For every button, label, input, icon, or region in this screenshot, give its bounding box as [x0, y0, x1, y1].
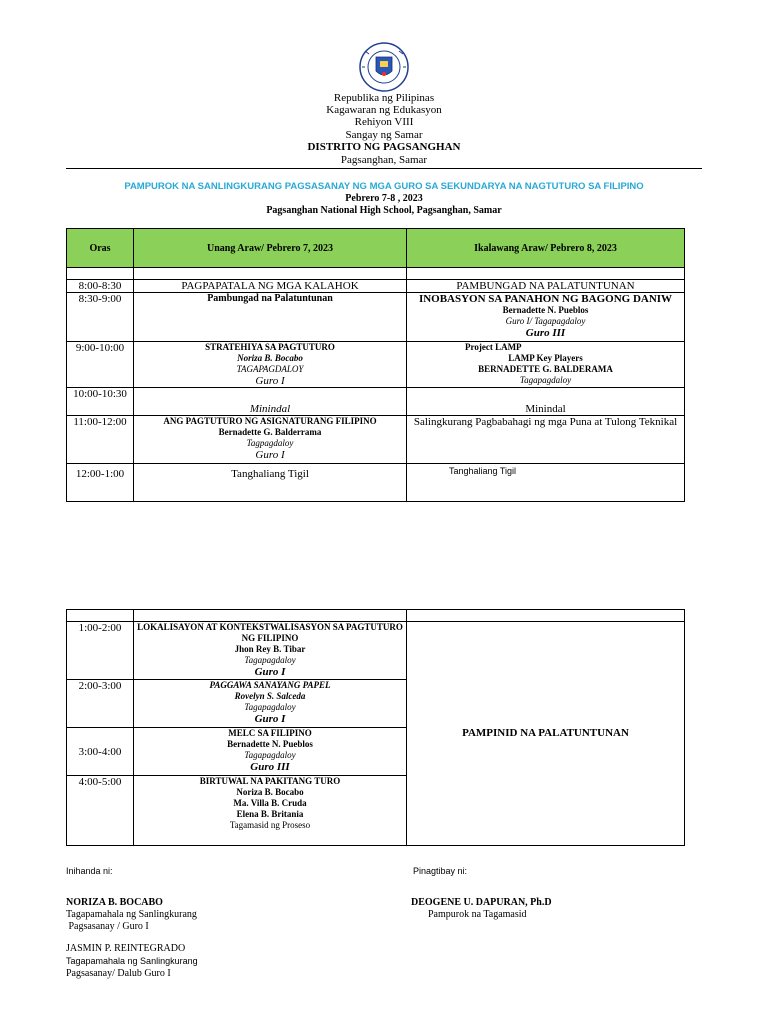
time-cell: 3:00-4:00: [67, 728, 134, 776]
day1-cell: [134, 680, 407, 728]
speaker-name: Noriza B. Bocabo: [236, 787, 304, 797]
table-header-row: [67, 229, 685, 268]
approved-label: Pinagtibay ni:: [413, 866, 468, 876]
session-subtitle: LAMP Key Players: [508, 353, 583, 363]
speaker-name: Elena B. Britania: [236, 809, 304, 819]
table-row: [67, 280, 685, 293]
preparer1-name: NORIZA B. BOCABO: [66, 897, 163, 908]
preparer2-title2: Pagsasanay/ Dalub Guro I: [66, 968, 171, 979]
approver-name: DEOGENE U. DAPURAN, Ph.D: [411, 897, 552, 908]
time-cell: 11:00-12:00: [67, 416, 134, 464]
region-line: Rehiyon VIII: [354, 116, 414, 128]
speaker-name: Ma. Villa B. Cruda: [233, 798, 307, 808]
division-line: Sangay ng Samar: [345, 129, 423, 141]
header-time: Oras: [67, 229, 134, 268]
header-day1: Unang Araw/ Pebrero 7, 2023: [134, 229, 407, 268]
speaker-role: TAGAPAGDALOY: [236, 364, 304, 374]
preparer2-title: Tagapamahala ng Sanlingkurang: [66, 956, 198, 966]
header-divider: [66, 168, 702, 169]
day2-cell: [407, 342, 685, 388]
speaker-rank: Guro I: [254, 713, 286, 725]
table-row: [67, 388, 685, 416]
session-title: ANG PAGTUTURO NG ASIGNATURANG FILIPINO: [163, 416, 377, 426]
table-row: [67, 293, 685, 342]
header-day2: Ikalawang Araw/ Pebrero 8, 2023: [407, 229, 685, 268]
day2-cell: Tanghaliang Tigil: [407, 464, 685, 502]
speaker-rank: Guro III: [525, 327, 566, 339]
day1-cell: [134, 728, 407, 776]
speaker-name: BERNADETTE G. BALDERAMA: [478, 364, 613, 374]
day1-cell: Tanghaliang Tigil: [134, 464, 407, 502]
day1-cell: [134, 416, 407, 464]
session-title: LOKALISAYON AT KONTEKSTWALISASYON SA PAGTUTURO NG FILIPINO: [137, 622, 403, 643]
session-title: Project LAMP: [465, 342, 522, 352]
day1-cell: [134, 776, 407, 846]
session-title: STRATEHIYA SA PAGTUTURO: [205, 342, 335, 352]
preparer1-title2: Pagsasanay / Guro I: [66, 921, 149, 932]
department-line: Kagawaran ng Edukasyon: [326, 104, 442, 116]
day2-cell: [407, 293, 685, 342]
place-line: Pagsanghan, Samar: [340, 154, 428, 166]
speaker-name: Bernadette N. Pueblos: [502, 305, 589, 315]
schedule-table-2: [66, 609, 685, 846]
event-title: PAMPUROK NA SANLINGKURANG PAGSASANAY NG MGA GURO SA SEKUNDARYA NA NAGTUTURO SA FILIPINO: [124, 181, 644, 192]
preparer1-title: Tagapamahala ng Sanlingkurang: [66, 909, 197, 920]
speaker-role: Tagamasid ng Proseso: [229, 820, 311, 830]
event-dates: Pebrero 7-8 , 2023: [345, 193, 423, 204]
day1-cell: [134, 622, 407, 680]
time-cell: 1:00-2:00: [67, 622, 134, 680]
speaker-role: Tagapagdaloy: [244, 750, 296, 760]
table-row: [67, 622, 685, 680]
day1-cell: [134, 342, 407, 388]
speaker-name: Noriza B. Bocabo: [237, 353, 303, 363]
event-venue: Pagsanghan National High School, Pagsanghan, Samar: [266, 205, 502, 216]
speaker-rank: Guro III: [250, 761, 290, 773]
day1-cell: Pambungad na Palatuntunan: [134, 293, 407, 342]
speaker-role: Tagpagdaloy: [246, 438, 294, 448]
session-title: MELC SA FILIPINO: [228, 728, 312, 738]
speaker-rank: Guro I: [255, 375, 285, 387]
prepared-label: Inihanda ni:: [66, 866, 113, 876]
deped-seal: [351, 42, 417, 92]
district-line: DISTRITO NG PAGSANGHAN: [307, 141, 461, 153]
republic-line: Republika ng Pilipinas: [333, 92, 435, 104]
day2-cell: PAMBUNGAD NA PALATUNTUNAN: [407, 280, 685, 293]
table-row: [67, 342, 685, 388]
speaker-role: Tagapagdaloy: [244, 702, 296, 712]
speaker-role: Guro I/ Tagapagdaloy: [505, 316, 586, 326]
session-title: BIRTUWAL NA PAKITANG TURO: [199, 776, 341, 786]
time-cell: 4:00-5:00: [67, 776, 134, 846]
time-cell: 10:00-10:30: [67, 388, 134, 416]
speaker-name: Jhon Rey B. Tibar: [234, 644, 306, 654]
session-title: INOBASYON SA PANAHON NG BAGONG DANIW: [418, 293, 673, 305]
speaker-name: Rovelyn S. Salceda: [234, 691, 306, 701]
day2-closing-cell: PAMPINID NA PALATUNTUNAN: [407, 622, 685, 846]
table-row: [67, 464, 685, 502]
speaker-rank: Guro I: [254, 666, 286, 678]
preparer2-name: JASMIN P. REINTEGRADO: [66, 943, 186, 954]
schedule-table-1: [66, 228, 685, 502]
time-cell: 9:00-10:00: [67, 342, 134, 388]
speaker-role: Tagapagdaloy: [519, 375, 572, 385]
time-cell: 12:00-1:00: [67, 464, 134, 502]
time-cell: 8:30-9:00: [67, 293, 134, 342]
time-cell: 8:00-8:30: [67, 280, 134, 293]
day2-cell: Minindal: [407, 388, 685, 416]
day1-cell: Minindal: [134, 388, 407, 416]
session-title: PAGGAWA SANAYANG PAPEL: [209, 680, 331, 690]
approver-title: Pampurok na Tagamasid: [428, 909, 527, 920]
speaker-role: Tagapagdaloy: [244, 655, 296, 665]
time-cell: 2:00-3:00: [67, 680, 134, 728]
speaker-name: Bernadette G. Balderrama: [218, 427, 322, 437]
table-row: [67, 416, 685, 464]
speaker-name: Bernadette N. Pueblos: [227, 739, 313, 749]
speaker-rank: Guro I: [255, 449, 285, 461]
day2-cell: Salingkurang Pagbabahagi ng mga Puna at Tulong Teknikal: [407, 416, 685, 464]
day1-cell: PAGPAPATALA NG MGA KALAHOK: [134, 280, 407, 293]
